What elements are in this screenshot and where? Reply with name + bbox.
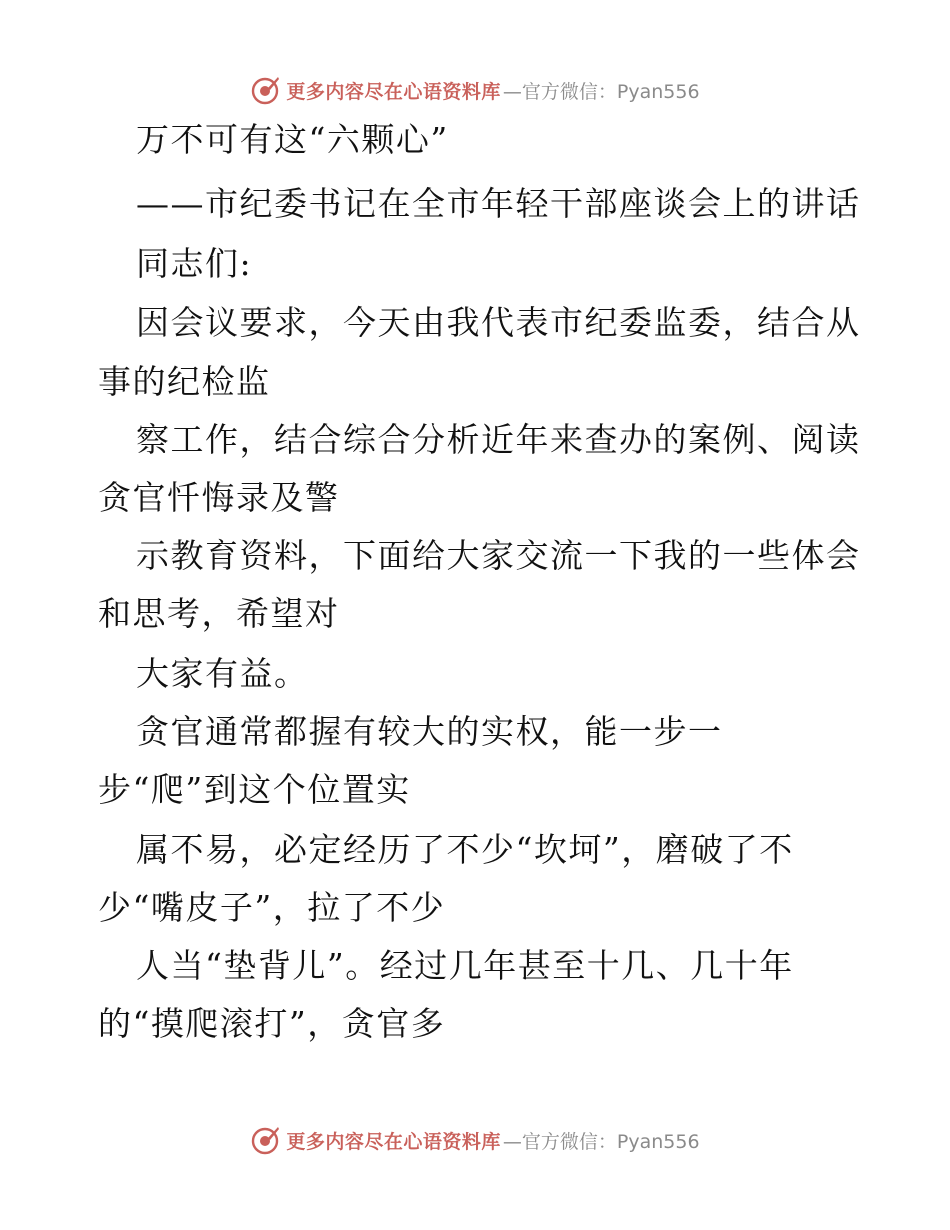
paragraph-line: 少“嘴皮子”，拉了不少	[98, 888, 446, 927]
paragraph-line: 人当“垫背儿”。经过几年甚至十几、几十年	[136, 946, 794, 985]
paragraph-line: 大家有益。	[136, 654, 309, 693]
banner-title: 更多内容尽在心语资料库	[286, 80, 501, 103]
paragraph-line: 步“爬”到这个位置实	[98, 770, 411, 809]
quill-seal-icon	[250, 1125, 280, 1155]
paragraph-line: 示教育资料，下面给大家交流一下我的一些体会	[136, 536, 861, 575]
paragraph-line: 属不易，必定经历了不少“坎坷”，磨破了不	[136, 830, 794, 869]
document-subtitle: ——市纪委书记在全市年轻干部座谈会上的讲话	[136, 184, 861, 223]
paragraph-line: 因会议要求，今天由我代表市纪委监委，结合从	[136, 303, 861, 342]
paragraph-line: 察工作，结合综合分析近年来查办的案例、阅读	[136, 420, 861, 459]
paragraph-line: 和思考，希望对	[98, 594, 340, 633]
banner-wechat: —官方微信：Pyan556	[502, 80, 700, 103]
paragraph-line: 事的纪检监	[98, 362, 271, 401]
banner-wechat: —官方微信：Pyan556	[502, 1130, 700, 1153]
document-title: 万不可有这“六颗心”	[136, 120, 449, 159]
header-banner	[0, 70, 950, 110]
banner-title: 更多内容尽在心语资料库	[286, 1130, 501, 1153]
paragraph-line: 贪官通常都握有较大的实权，能一步一	[136, 712, 723, 751]
salutation: 同志们:	[136, 244, 253, 283]
paragraph-line: 贪官忏悔录及警	[98, 478, 340, 517]
paragraph-line: 的“摸爬滚打”，贪官多	[98, 1004, 446, 1043]
footer-banner	[0, 1120, 950, 1160]
quill-seal-icon	[250, 75, 280, 105]
